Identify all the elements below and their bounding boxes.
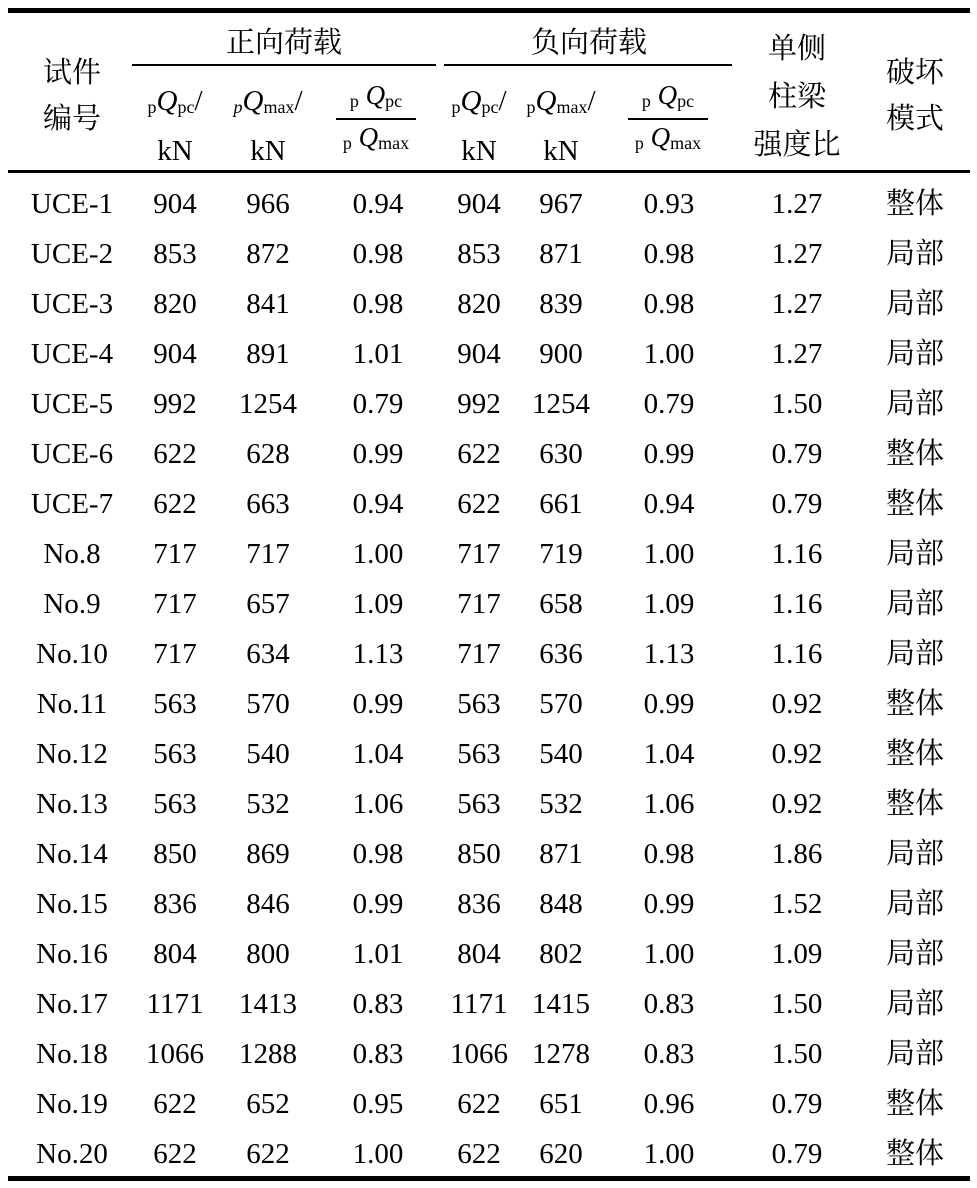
cell-neg-ratio: 0.94: [643, 488, 695, 520]
cell-neg-qmax: 532: [539, 788, 583, 820]
cell-strength-ratio: 1.16: [771, 588, 823, 620]
cell-strength-ratio: 1.16: [771, 538, 823, 570]
header-neg-qmax: pQmax/: [526, 85, 596, 117]
cell-neg-qmax: 1254: [532, 388, 590, 420]
negative-group-underline: [444, 64, 732, 66]
cell-neg-ratio: 1.00: [643, 338, 695, 370]
cell-pos-qmax: 570: [246, 688, 290, 720]
table-row: [0, 537, 977, 587]
cell-failure-mode: 局部: [885, 638, 945, 670]
cell-pos-qpc: 804: [153, 938, 197, 970]
cell-failure-mode: 局部: [885, 838, 945, 870]
cell-pos-qpc: 622: [153, 1138, 197, 1170]
cell-specimen-id: UCE-4: [30, 338, 114, 370]
cell-pos-qmax: 1288: [239, 1038, 297, 1070]
cell-neg-qmax: 540: [539, 738, 583, 770]
table-row: [0, 787, 977, 837]
cell-neg-qmax: 620: [539, 1138, 583, 1170]
cell-strength-ratio: 1.50: [771, 1038, 823, 1070]
cell-neg-qmax: 636: [539, 638, 583, 670]
cell-neg-ratio: 1.00: [643, 1138, 695, 1170]
cell-strength-ratio: 0.79: [771, 438, 823, 470]
cell-pos-qmax: 1254: [239, 388, 297, 420]
cell-strength-ratio: 0.92: [771, 738, 823, 770]
header-neg-qpc-unit: kN: [461, 135, 497, 167]
cell-pos-qmax: 628: [246, 438, 290, 470]
cell-pos-qpc: 836: [153, 888, 197, 920]
cell-neg-qpc: 563: [457, 788, 501, 820]
cell-specimen-id: No.9: [43, 588, 101, 620]
header-failure-line2: 模式: [885, 103, 945, 135]
cell-specimen-id: No.19: [36, 1088, 108, 1120]
cell-neg-qmax: 651: [539, 1088, 583, 1120]
header-strength-line2: 柱梁: [767, 81, 827, 113]
cell-pos-qpc: 717: [153, 638, 197, 670]
cell-pos-qmax: 540: [246, 738, 290, 770]
table-row: [0, 237, 977, 287]
cell-pos-qpc: 563: [153, 738, 197, 770]
cell-specimen-id: No.10: [36, 638, 108, 670]
cell-neg-qmax: 900: [539, 338, 583, 370]
cell-neg-ratio: 0.99: [643, 888, 695, 920]
header-bottom-rule: [8, 170, 970, 173]
cell-failure-mode: 整体: [885, 488, 945, 520]
cell-failure-mode: 局部: [885, 988, 945, 1020]
header-pos-qmax: pQmax/: [233, 85, 303, 117]
cell-neg-qpc: 853: [457, 238, 501, 270]
cell-strength-ratio: 1.27: [771, 338, 823, 370]
cell-pos-ratio: 1.09: [352, 588, 404, 620]
cell-pos-ratio: 0.99: [352, 438, 404, 470]
cell-specimen-id: No.15: [36, 888, 108, 920]
cell-pos-qmax: 663: [246, 488, 290, 520]
cell-neg-ratio: 0.99: [643, 688, 695, 720]
cell-failure-mode: 整体: [885, 1088, 945, 1120]
cell-pos-qpc: 1066: [146, 1038, 204, 1070]
cell-specimen-id: No.13: [36, 788, 108, 820]
cell-pos-ratio: 1.00: [352, 538, 404, 570]
cell-specimen-id: No.17: [36, 988, 108, 1020]
cell-neg-ratio: 0.98: [643, 238, 695, 270]
cell-pos-qpc: 853: [153, 238, 197, 270]
positive-group-underline: [132, 64, 436, 66]
cell-neg-ratio: 0.79: [643, 388, 695, 420]
cell-strength-ratio: 1.27: [771, 238, 823, 270]
cell-neg-qpc: 1066: [450, 1038, 508, 1070]
cell-pos-qpc: 904: [153, 338, 197, 370]
cell-failure-mode: 局部: [885, 588, 945, 620]
cell-pos-ratio: 0.79: [352, 388, 404, 420]
cell-neg-qpc: 1171: [450, 988, 508, 1020]
cell-neg-ratio: 1.13: [643, 638, 695, 670]
cell-pos-ratio: 1.01: [352, 938, 404, 970]
table-row: [0, 1037, 977, 1087]
cell-specimen-id: UCE-2: [30, 238, 114, 270]
cell-neg-qpc: 563: [457, 688, 501, 720]
cell-pos-qmax: 657: [246, 588, 290, 620]
cell-neg-ratio: 0.99: [643, 438, 695, 470]
cell-strength-ratio: 1.50: [771, 988, 823, 1020]
cell-pos-qpc: 820: [153, 288, 197, 320]
header-neg-qpc: pQpc/: [451, 85, 507, 117]
header-pos-qpc-unit: kN: [157, 135, 193, 167]
cell-pos-qpc: 563: [153, 788, 197, 820]
cell-pos-ratio: 0.83: [352, 1038, 404, 1070]
cell-neg-qmax: 848: [539, 888, 583, 920]
cell-pos-ratio: 0.94: [352, 488, 404, 520]
cell-pos-qpc: 622: [153, 488, 197, 520]
cell-pos-ratio: 1.04: [352, 738, 404, 770]
header-pos-qmax-unit: kN: [250, 135, 286, 167]
cell-failure-mode: 局部: [885, 288, 945, 320]
header-positive-load: 正向荷载: [225, 27, 343, 59]
cell-pos-qmax: 891: [246, 338, 290, 370]
cell-specimen-id: UCE-3: [30, 288, 114, 320]
cell-neg-qmax: 871: [539, 238, 583, 270]
cell-neg-qmax: 802: [539, 938, 583, 970]
cell-specimen-id: No.20: [36, 1138, 108, 1170]
table-row: [0, 737, 977, 787]
cell-neg-qpc: 622: [457, 438, 501, 470]
cell-pos-qmax: 717: [246, 538, 290, 570]
cell-strength-ratio: 0.79: [771, 1138, 823, 1170]
header-negative-load: 负向荷载: [530, 27, 648, 59]
cell-strength-ratio: 1.16: [771, 638, 823, 670]
cell-neg-ratio: 1.04: [643, 738, 695, 770]
cell-neg-qpc: 622: [457, 1088, 501, 1120]
cell-neg-qmax: 839: [539, 288, 583, 320]
table-row: [0, 837, 977, 887]
cell-neg-qmax: 871: [539, 838, 583, 870]
cell-failure-mode: 整体: [885, 688, 945, 720]
cell-neg-ratio: 0.93: [643, 188, 695, 220]
cell-pos-qmax: 800: [246, 938, 290, 970]
cell-neg-ratio: 0.96: [643, 1088, 695, 1120]
cell-failure-mode: 局部: [885, 238, 945, 270]
cell-neg-ratio: 0.98: [643, 288, 695, 320]
cell-pos-ratio: 0.98: [352, 838, 404, 870]
table-row: [0, 587, 977, 637]
cell-neg-ratio: 1.09: [643, 588, 695, 620]
header-strength-line1: 单侧: [767, 33, 827, 65]
cell-pos-qpc: 850: [153, 838, 197, 870]
top-rule: [8, 8, 970, 13]
cell-strength-ratio: 0.79: [771, 1088, 823, 1120]
cell-strength-ratio: 1.27: [771, 188, 823, 220]
cell-neg-qpc: 717: [457, 538, 501, 570]
cell-neg-ratio: 0.98: [643, 838, 695, 870]
cell-pos-qpc: 563: [153, 688, 197, 720]
cell-strength-ratio: 1.09: [771, 938, 823, 970]
cell-failure-mode: 局部: [885, 1038, 945, 1070]
cell-pos-qmax: 532: [246, 788, 290, 820]
cell-pos-qpc: 717: [153, 538, 197, 570]
cell-pos-ratio: 1.00: [352, 1138, 404, 1170]
cell-pos-ratio: 0.99: [352, 688, 404, 720]
cell-pos-qmax: 846: [246, 888, 290, 920]
cell-specimen-id: UCE-7: [30, 488, 114, 520]
header-strength-line3: 强度比: [753, 129, 841, 161]
cell-failure-mode: 局部: [885, 888, 945, 920]
cell-pos-ratio: 1.06: [352, 788, 404, 820]
table-row: [0, 337, 977, 387]
header-neg-ratio: p Qpc p Qmax: [628, 80, 708, 158]
cell-pos-qpc: 717: [153, 588, 197, 620]
header-failure-line1: 破坏: [885, 57, 945, 89]
cell-failure-mode: 整体: [885, 188, 945, 220]
cell-pos-qpc: 904: [153, 188, 197, 220]
cell-neg-qpc: 820: [457, 288, 501, 320]
cell-neg-qpc: 717: [457, 588, 501, 620]
cell-specimen-id: UCE-6: [30, 438, 114, 470]
cell-failure-mode: 整体: [885, 1138, 945, 1170]
cell-specimen-id: No.14: [36, 838, 108, 870]
cell-specimen-id: No.18: [36, 1038, 108, 1070]
cell-pos-ratio: 0.98: [352, 288, 404, 320]
cell-failure-mode: 整体: [885, 788, 945, 820]
cell-neg-qpc: 563: [457, 738, 501, 770]
table-row: [0, 637, 977, 687]
cell-specimen-id: UCE-1: [30, 188, 114, 220]
cell-neg-qpc: 804: [457, 938, 501, 970]
cell-neg-qmax: 630: [539, 438, 583, 470]
cell-pos-qpc: 1171: [146, 988, 204, 1020]
cell-strength-ratio: 0.92: [771, 788, 823, 820]
cell-failure-mode: 局部: [885, 338, 945, 370]
cell-strength-ratio: 1.52: [771, 888, 823, 920]
cell-pos-qpc: 622: [153, 438, 197, 470]
cell-failure-mode: 整体: [885, 738, 945, 770]
table-row: [0, 887, 977, 937]
cell-neg-qmax: 719: [539, 538, 583, 570]
cell-specimen-id: UCE-5: [30, 388, 114, 420]
table-row: [0, 1087, 977, 1137]
cell-neg-qmax: 658: [539, 588, 583, 620]
cell-strength-ratio: 0.79: [771, 488, 823, 520]
cell-pos-ratio: 0.99: [352, 888, 404, 920]
cell-failure-mode: 局部: [885, 388, 945, 420]
cell-pos-qmax: 872: [246, 238, 290, 270]
cell-neg-qmax: 1278: [532, 1038, 590, 1070]
header-neg-qmax-unit: kN: [543, 135, 579, 167]
header-pos-ratio: p Qpc p Qmax: [336, 80, 416, 158]
cell-neg-qmax: 1415: [532, 988, 590, 1020]
cell-neg-qmax: 661: [539, 488, 583, 520]
table-row: [0, 987, 977, 1037]
cell-specimen-id: No.12: [36, 738, 108, 770]
cell-pos-ratio: 0.98: [352, 238, 404, 270]
cell-pos-ratio: 0.95: [352, 1088, 404, 1120]
table-row: [0, 287, 977, 337]
cell-pos-qmax: 841: [246, 288, 290, 320]
cell-specimen-id: No.16: [36, 938, 108, 970]
table-row: [0, 687, 977, 737]
cell-pos-qpc: 992: [153, 388, 197, 420]
cell-neg-qpc: 992: [457, 388, 501, 420]
cell-pos-qpc: 622: [153, 1088, 197, 1120]
cell-neg-ratio: 1.00: [643, 938, 695, 970]
cell-pos-qmax: 634: [246, 638, 290, 670]
cell-strength-ratio: 1.86: [771, 838, 823, 870]
cell-pos-qmax: 622: [246, 1138, 290, 1170]
cell-neg-ratio: 1.00: [643, 538, 695, 570]
cell-strength-ratio: 1.27: [771, 288, 823, 320]
cell-specimen-id: No.11: [36, 688, 108, 720]
cell-neg-qmax: 967: [539, 188, 583, 220]
table-row: [0, 187, 977, 237]
cell-failure-mode: 局部: [885, 538, 945, 570]
cell-pos-ratio: 0.83: [352, 988, 404, 1020]
cell-neg-qpc: 622: [457, 488, 501, 520]
cell-failure-mode: 局部: [885, 938, 945, 970]
cell-failure-mode: 整体: [885, 438, 945, 470]
table-row: [0, 387, 977, 437]
cell-pos-qmax: 652: [246, 1088, 290, 1120]
cell-neg-qpc: 904: [457, 338, 501, 370]
cell-neg-ratio: 1.06: [643, 788, 695, 820]
cell-pos-qmax: 1413: [239, 988, 297, 1020]
cell-neg-qpc: 850: [457, 838, 501, 870]
table-row: [0, 487, 977, 537]
cell-pos-qmax: 966: [246, 188, 290, 220]
cell-pos-qmax: 869: [246, 838, 290, 870]
header-specimen-line2: 编号: [42, 103, 102, 135]
cell-specimen-id: No.8: [43, 538, 101, 570]
table-row: [0, 437, 977, 487]
table-row: [0, 1137, 977, 1187]
cell-pos-ratio: 1.13: [352, 638, 404, 670]
cell-neg-qpc: 717: [457, 638, 501, 670]
cell-neg-qmax: 570: [539, 688, 583, 720]
cell-neg-qpc: 836: [457, 888, 501, 920]
cell-neg-ratio: 0.83: [643, 1038, 695, 1070]
cell-neg-qpc: 904: [457, 188, 501, 220]
header-specimen-line1: 试件: [42, 57, 102, 89]
cell-strength-ratio: 0.92: [771, 688, 823, 720]
header-pos-qpc: pQpc/: [147, 85, 203, 117]
cell-pos-ratio: 0.94: [352, 188, 404, 220]
cell-pos-ratio: 1.01: [352, 338, 404, 370]
cell-neg-qpc: 622: [457, 1138, 501, 1170]
table-row: [0, 937, 977, 987]
cell-strength-ratio: 1.50: [771, 388, 823, 420]
cell-neg-ratio: 0.83: [643, 988, 695, 1020]
